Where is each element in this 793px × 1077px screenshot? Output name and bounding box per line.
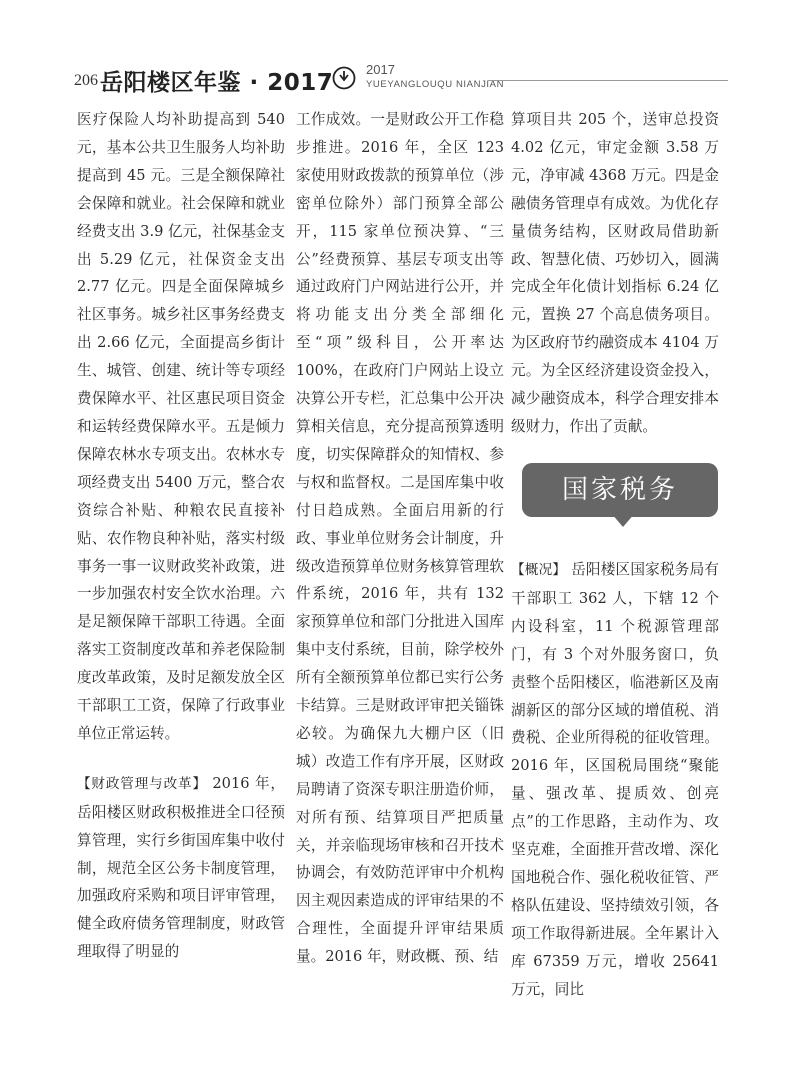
- paragraph-text: 2016 年，岳阳楼区财政积极推进全口径预算管理，实行乡街国库集中收付制，规范全区公务卡制度管理，加强政府采购和项目评审管理，健全政府债务管理制度，财政管理取得了明显的: [77, 774, 286, 961]
- section-heading: 【概况】: [511, 562, 567, 578]
- page-header: [0, 0, 793, 100]
- header-pinyin: YUEYANGLOUQU NIANJIAN: [366, 79, 505, 90]
- arrow-down-circle-icon: [332, 66, 356, 90]
- paragraph-gap: [77, 748, 285, 770]
- section-heading: 【财政管理与改革】: [77, 775, 207, 792]
- paragraph: [77, 770, 285, 966]
- page-number: 206: [74, 72, 98, 89]
- text-column-3-lower: [511, 556, 719, 1004]
- paragraph: 算项目共 205 个，送审总投资 4.02 亿元，审定金额 3.58 万元，净审减 4368 万元。四是金融债务管理卓有成效。为优化存量债务结构，区财政局借助新政、智慧化债、巧妙切入，圆满完成全年化债计划指标 6.24 亿元，置换 27 个高息债务项目。为区政府节约融资成本 4104 万元。为全区经济建设资金投入，减少融资成本，科学合理安排本级财力，作出了贡献。: [511, 111, 719, 435]
- paragraph: [511, 556, 719, 1004]
- paragraph: 医疗保险人均补助提高到 540 元，基本公共卫生服务人均补助提高到 45 元。三是全额保障社会保障和就业。社会保障和就业经费支出 3.9 亿元，社保基金支出 5.29 亿元，社保资金支出 2.77 亿元。四是全面保障城乡社区事务。城乡社区事务经费支出 2.66 亿元，全面提高乡街计生、城管、创建、统计等专项经费保障水平、社区惠民项目资金和运转经费保障水平。五是倾力保障农林水专项支出。农林水专项经费支出 5400 万元，整合农资综合补贴、种粮农民直接补贴、农作物良种补贴，落实村级事务一事一议财政奖补政策，进一步加强农村安全饮水治理。六是足额保障干部职工待遇。全面落实工资制度改革和养老保险制度改革政策，及时足额发放全区干部职工工资，保障了行政事业单位正常运转。: [77, 111, 285, 742]
- text-column-3: [511, 106, 719, 441]
- paragraph: 工作成效。一是财政公开工作稳步推进。2016 年，全区 123 家使用财政拨款的预算单位（涉密单位除外）部门预算全部公开，115 家单位预决算、“三公”经费预算、基层专项支出等通过政府门户网站进行公开，并将功能支出分类全部细化至“项”级科目，公开率达 100%，在政府门户网站上设立决算公开专栏，汇总集中公开决算相关信息，充分提高预算透明度，切实保障群众的知情权、参与权和监督权。二是国库集中收付日趋成熟。全面启用新的行政、事业单位财务会计制度，升级改造预算单位财务核算管理软件系统，2016 年，共有 132 家预算单位和部门分批进入国库集中支付系统，目前，除学校外所有全额预算单位都已实行公务卡结算。三是财政评审把关锱铢必较。为确保九大棚户区（旧城）改造工作有序开展，区财政局聘请了资深专职注册造价师，对所有预、结算项目严把质量关，并亲临现场审核和召开技术协调会，有效防范评审中介机构因主观因素造成的评审结果的不合理性，全面提升评审结果质量。2016 年，财政概、预、结: [296, 111, 504, 966]
- paragraph-text: 岳阳楼区国家税务局有干部职工 362 人，下辖 12 个内设科室，11 个税源管理部门，有 3 个对外服务窗口，负责整个岳阳楼区，临港新区及南湖新区的部分区域的增值税、消费税、企业所得税的征收管理。2016 年，区国税局围绕“聚能量、强改革、提质效、创亮点”的工作思路，主动作为、攻坚克难，全面推开营改增、深化国地税合作、强化税收征管、严格队伍建设、坚持绩效引领，各项工作取得新进展。全年累计入库 67359 万元，增收 25641 万元，同比: [511, 561, 719, 998]
- text-column-1: [77, 106, 285, 966]
- section-banner-title: 国家税务: [561, 475, 678, 505]
- header-year: 2017: [366, 62, 395, 77]
- header-rule: [488, 80, 728, 81]
- yearbook-title: 岳阳楼区年鉴 · 2017: [100, 70, 334, 96]
- text-column-2: [296, 106, 504, 971]
